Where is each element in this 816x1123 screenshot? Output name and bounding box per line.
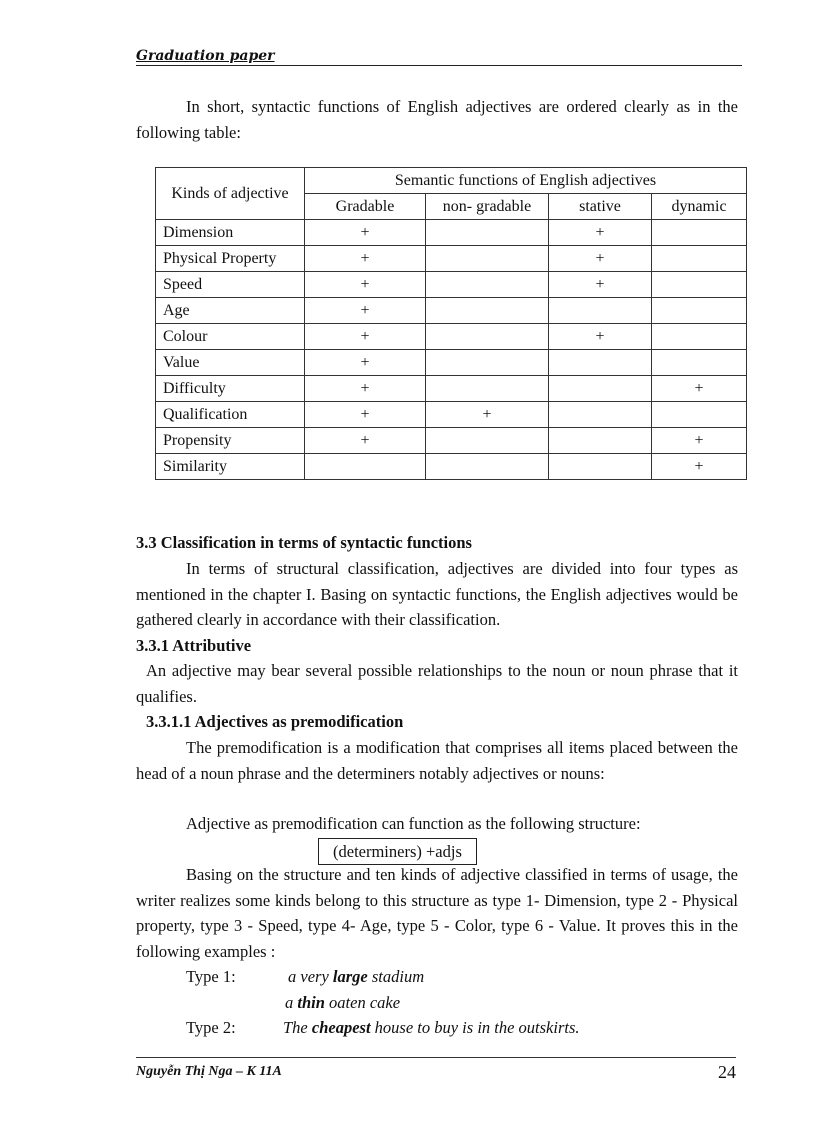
mark-cell	[652, 324, 747, 350]
mark-cell: +	[305, 246, 426, 272]
mark-cell	[426, 272, 549, 298]
mark-cell: +	[549, 324, 652, 350]
kind-cell: Similarity	[156, 454, 305, 480]
mark-cell: +	[652, 428, 747, 454]
mark-cell: +	[549, 220, 652, 246]
page-footer	[136, 1057, 736, 1080]
table-row	[156, 324, 747, 350]
kind-cell: Value	[156, 350, 305, 376]
mark-cell	[426, 350, 549, 376]
header-gradable: Gradable	[305, 194, 426, 220]
mark-cell	[426, 220, 549, 246]
section-3-3-1-paragraph: An adjective may bear several possible relationships to the noun or noun phrase that it qualifies.	[136, 661, 738, 706]
adjective-functions-table	[155, 167, 747, 480]
mark-cell	[426, 428, 549, 454]
mark-cell	[652, 220, 747, 246]
example-3: The cheapest house to buy is in the outskirts.	[283, 1018, 580, 1037]
table-row	[156, 246, 747, 272]
mark-cell	[549, 402, 652, 428]
author-name: Nguyễn Thị Nga – K 11A	[136, 1064, 282, 1079]
mark-cell: +	[305, 350, 426, 376]
kind-cell: Dimension	[156, 220, 305, 246]
table-row	[156, 298, 747, 324]
table-row	[156, 402, 747, 428]
running-header: Graduation paper	[136, 48, 742, 66]
mark-cell	[652, 402, 747, 428]
kind-cell: Speed	[156, 272, 305, 298]
mark-cell: +	[305, 272, 426, 298]
example-type-1	[186, 964, 788, 990]
mark-cell	[549, 298, 652, 324]
mark-cell	[426, 298, 549, 324]
section-3-3-heading: 3.3 Classification in terms of syntactic functions	[136, 533, 472, 552]
mark-cell	[549, 454, 652, 480]
mark-cell	[549, 376, 652, 402]
kind-cell: Physical Property	[156, 246, 305, 272]
mark-cell	[549, 428, 652, 454]
page-number: 24	[718, 1062, 736, 1082]
types-paragraph: Basing on the structure and ten kinds of adjective classified in terms of usage, the writer realizes some kinds belong to this structure as type 1- Dimension, type 2 - Physical property, type 3 - Speed, type 4- Age, type 5 - Color, type 6 - Value. It proves this in the following examples :	[136, 865, 738, 961]
kind-cell: Difficulty	[156, 376, 305, 402]
mark-cell: +	[305, 298, 426, 324]
mark-cell	[426, 376, 549, 402]
table-row	[156, 428, 747, 454]
header-stative: stative	[549, 194, 652, 220]
mark-cell	[426, 246, 549, 272]
formula-box: (determiners) +adjs	[318, 838, 477, 865]
mark-cell	[305, 454, 426, 480]
section-3-3-1-heading: 3.3.1 Attributive	[136, 636, 252, 655]
example-2: a thin oaten cake	[285, 993, 401, 1012]
header-group: Semantic functions of English adjectives	[305, 168, 747, 194]
mark-cell: +	[652, 376, 747, 402]
intro-paragraph: In short, syntactic functions of English adjectives are ordered clearly as in the following table:	[136, 97, 738, 142]
mark-cell: +	[305, 324, 426, 350]
kind-cell: Propensity	[156, 428, 305, 454]
kind-cell: Colour	[156, 324, 305, 350]
example-type-2	[186, 1015, 788, 1041]
section-3-3-1-1-heading: 3.3.1.1 Adjectives as premodification	[146, 712, 404, 731]
mark-cell: +	[549, 272, 652, 298]
table-row	[156, 272, 747, 298]
mark-cell: +	[305, 220, 426, 246]
mark-cell: +	[305, 402, 426, 428]
mark-cell	[652, 272, 747, 298]
table-row	[156, 220, 747, 246]
mark-cell: +	[652, 454, 747, 480]
table-row	[156, 376, 747, 402]
mark-cell	[426, 324, 549, 350]
section-3-3-paragraph: In terms of structural classification, adjectives are divided into four types as mentioned in the chapter I. Basing on syntactic functions, the English adjectives would be gathered clearly in accordance with their classification.	[136, 559, 738, 629]
header-non-gradable: non- gradable	[426, 194, 549, 220]
mark-cell: +	[305, 428, 426, 454]
mark-cell	[426, 454, 549, 480]
mark-cell: +	[426, 402, 549, 428]
mark-cell: +	[549, 246, 652, 272]
mark-cell	[652, 350, 747, 376]
premodification-paragraph: The premodification is a modification that comprises all items placed between the head of a noun phrase and the determiners notably adjectives or nouns:	[136, 738, 738, 783]
example-1: a very large stadium	[288, 967, 425, 986]
table-row	[156, 350, 747, 376]
mark-cell	[549, 350, 652, 376]
mark-cell: +	[305, 376, 426, 402]
kind-cell: Age	[156, 298, 305, 324]
mark-cell	[652, 246, 747, 272]
kind-cell: Qualification	[156, 402, 305, 428]
type-2-label: Type 2:	[186, 1018, 236, 1037]
structure-paragraph: Adjective as premodification can function as the following structure:	[186, 814, 641, 833]
table-row	[156, 454, 747, 480]
header-dynamic: dynamic	[652, 194, 747, 220]
header-kinds: Kinds of adjective	[156, 168, 305, 220]
mark-cell	[652, 298, 747, 324]
type-1-label: Type 1:	[186, 967, 236, 986]
